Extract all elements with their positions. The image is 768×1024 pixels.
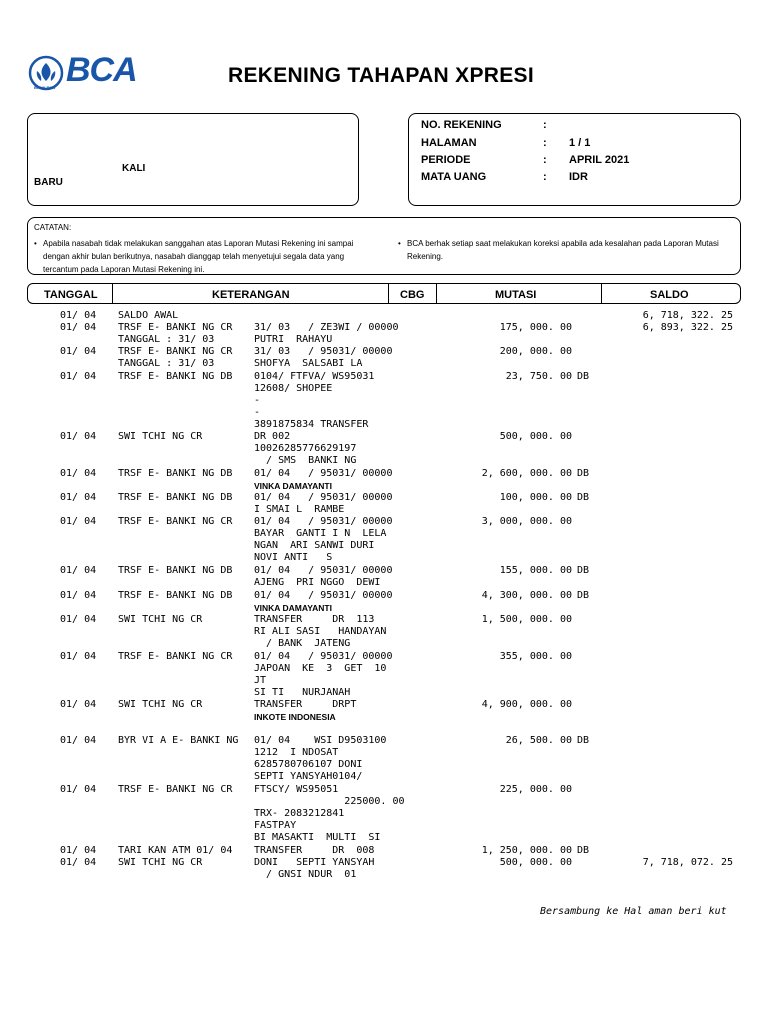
keterangan-line: TANGGAL : 31/ 03: [118, 334, 215, 345]
row-mutasi: 4, 900, 000. 00: [481, 699, 572, 710]
catatan-left-bullet: •: [34, 239, 37, 248]
row-debit-flag: DB: [577, 590, 590, 601]
row-mutasi: 225, 000. 00: [499, 784, 572, 795]
row-date: 01/ 04: [60, 590, 97, 601]
detail-line: RI ALI SASI HANDAYAN: [254, 626, 387, 637]
info-value: IDR: [569, 171, 588, 183]
row-saldo: 6, 893, 322. 25: [642, 322, 733, 333]
row-debit-flag: DB: [577, 468, 590, 479]
detail-line: 1212 I NDOSAT: [254, 747, 339, 758]
row-saldo: 6, 718, 322. 25: [642, 310, 733, 321]
detail-line: INKOTE INDONESIA: [254, 712, 336, 722]
detail-line: / SMS BANKI NG: [254, 455, 357, 466]
account-line-1: KALI: [122, 163, 146, 174]
row-detail: [254, 322, 399, 346]
row-date: 01/ 04: [60, 310, 97, 321]
detail-line: 6285780706107 DONI: [254, 759, 363, 770]
document-title: REKENING TAHAPAN XPRESI: [228, 64, 534, 87]
row-keterangan: [118, 492, 232, 504]
row-detail: [254, 735, 386, 783]
row-mutasi: 23, 750. 00: [505, 371, 572, 382]
row-date: 01/ 04: [60, 735, 97, 746]
keterangan-line: SWI TCHI NG CR: [118, 699, 203, 710]
row-keterangan: [118, 784, 232, 796]
detail-line: BAYAR GANTI I N LELA: [254, 528, 387, 539]
row-detail: [254, 857, 374, 881]
row-keterangan: [118, 371, 232, 383]
keterangan-line: TANGGAL : 31/ 03: [118, 358, 215, 369]
row-date: 01/ 04: [60, 371, 97, 382]
keterangan-line: SALDO AWAL: [118, 310, 179, 321]
detail-line: DONI SEPTI YANSYAH: [254, 857, 375, 868]
row-date: 01/ 04: [60, 431, 97, 442]
info-separator: :: [543, 171, 547, 183]
row-date: 01/ 04: [60, 784, 97, 795]
catatan-left-line: Apabila nasabah tidak melakukan sanggahan atas Laporan Mutasi Rekening ini sampai: [43, 239, 354, 248]
row-debit-flag: DB: [577, 845, 590, 856]
row-mutasi: 26, 500. 00: [505, 735, 572, 746]
detail-line: AJENG PRI NGGO DEWI: [254, 577, 381, 588]
detail-line: 12608/ SHOPEE: [254, 383, 333, 394]
row-keterangan: [118, 310, 178, 322]
table-header: [27, 283, 741, 304]
detail-line: NOVI ANTI S: [254, 552, 333, 563]
detail-line: 01/ 04 / 95031/ 00000: [254, 565, 393, 576]
row-date: 01/ 04: [60, 845, 97, 856]
detail-line: -: [254, 395, 261, 406]
detail-line: JAPOAN KE 3 GET 10: [254, 663, 387, 674]
keterangan-line: SWI TCHI NG CR: [118, 614, 203, 625]
info-value: 1 / 1: [569, 137, 591, 149]
detail-line: 31/ 03 / 95031/ 00000: [254, 346, 393, 357]
row-date: 01/ 04: [60, 699, 97, 710]
info-value: APRIL 2021: [569, 154, 630, 166]
row-saldo: 7, 718, 072. 25: [642, 857, 733, 868]
keterangan-line: TRSF E- BANKI NG CR: [118, 651, 233, 662]
row-date: 01/ 04: [60, 322, 97, 333]
row-debit-flag: DB: [577, 735, 590, 746]
detail-line: 01/ 04 / 95031/ 00000: [254, 516, 393, 527]
row-detail: [254, 845, 374, 857]
catatan-box: [27, 217, 741, 275]
row-date: 01/ 04: [60, 468, 97, 479]
info-label: PERIODE: [421, 154, 471, 166]
row-detail: [254, 651, 392, 699]
catatan-right-bullet: •: [398, 239, 401, 248]
keterangan-line: TRSF E- BANKI NG CR: [118, 322, 233, 333]
detail-line: I SMAI L RAMBE: [254, 504, 345, 515]
row-detail: [254, 590, 392, 614]
detail-line: 01/ 04 WSI D9503100: [254, 735, 387, 746]
row-mutasi: 2, 600, 000. 00: [481, 468, 572, 479]
detail-line: DR 002: [254, 431, 291, 442]
account-info-box: [408, 113, 741, 206]
detail-line: 01/ 04 / 95031/ 00000: [254, 651, 393, 662]
row-debit-flag: DB: [577, 371, 590, 382]
catatan-right-text: [407, 237, 719, 263]
detail-line: TRX- 2083212841: [254, 808, 345, 819]
detail-line: / GNSI NDUR 01: [254, 869, 357, 880]
row-keterangan: [118, 565, 232, 577]
info-separator: :: [543, 154, 547, 166]
row-mutasi: 500, 000. 00: [499, 857, 572, 868]
row-date: 01/ 04: [60, 857, 97, 868]
header-keterangan: KETERANGAN: [212, 289, 290, 301]
logo-subtext: BANK BCA: [34, 85, 56, 90]
row-mutasi: 155, 000. 00: [499, 565, 572, 576]
detail-line: BI MASAKTI MULTI SI: [254, 832, 381, 843]
detail-line: 0104/ FTFVA/ WS95031: [254, 371, 375, 382]
info-separator: :: [543, 137, 547, 149]
account-line-2: BARU: [34, 177, 63, 188]
row-keterangan: [118, 346, 232, 370]
row-debit-flag: DB: [577, 492, 590, 503]
row-date: 01/ 04: [60, 516, 97, 527]
detail-line: VINKA DAMAYANTI: [254, 481, 332, 491]
row-date: 01/ 04: [60, 614, 97, 625]
row-mutasi: 1, 250, 000. 00: [481, 845, 572, 856]
row-keterangan: [118, 845, 232, 857]
logo-text: BCA: [66, 51, 137, 89]
keterangan-line: SWI TCHI NG CR: [118, 431, 203, 442]
row-detail: [254, 784, 405, 844]
row-keterangan: [118, 614, 202, 626]
row-keterangan: [118, 857, 202, 869]
detail-line: TRANSFER DRPT: [254, 699, 357, 710]
keterangan-line: TRSF E- BANKI NG DB: [118, 590, 233, 601]
detail-line: SHOFYA SALSABI LA: [254, 358, 363, 369]
detail-line: 10026285776629197: [254, 443, 357, 454]
row-keterangan: [118, 590, 232, 602]
detail-line: SI TI NURJANAH: [254, 687, 351, 698]
row-mutasi: 200, 000. 00: [499, 346, 572, 357]
detail-line: -: [254, 407, 261, 418]
row-detail: [254, 346, 392, 370]
row-mutasi: 100, 000. 00: [499, 492, 572, 503]
keterangan-line: TRSF E- BANKI NG DB: [118, 565, 233, 576]
catatan-right-line: Rekening.: [407, 252, 444, 261]
row-date: 01/ 04: [60, 492, 97, 503]
keterangan-line: TRSF E- BANKI NG DB: [118, 371, 233, 382]
row-date: 01/ 04: [60, 651, 97, 662]
detail-line: VINKA DAMAYANTI: [254, 603, 332, 613]
account-holder-box: [27, 113, 359, 206]
info-label: MATA UANG: [421, 171, 487, 183]
row-keterangan: [118, 699, 202, 711]
header-tanggal: TANGGAL: [44, 289, 98, 301]
header-mutasi: MUTASI: [495, 289, 537, 301]
bca-logo: [28, 51, 148, 91]
keterangan-line: TRSF E- BANKI NG CR: [118, 346, 233, 357]
keterangan-line: SWI TCHI NG CR: [118, 857, 203, 868]
row-mutasi: 500, 000. 00: [499, 431, 572, 442]
detail-line: JT: [254, 675, 267, 686]
catatan-right-line: BCA berhak setiap saat melakukan koreksi apabila ada kesalahan pada Laporan Mutasi: [407, 239, 719, 248]
detail-line: 31/ 03 / ZE3WI / 00000: [254, 322, 399, 333]
row-keterangan: [118, 322, 232, 346]
row-debit-flag: DB: [577, 565, 590, 576]
detail-line: 01/ 04 / 95031/ 00000: [254, 590, 393, 601]
catatan-left-line: tercantum pada Laporan Mutasi Rekening ini.: [43, 265, 205, 274]
keterangan-line: TRSF E- BANKI NG DB: [118, 468, 233, 479]
row-keterangan: [118, 651, 232, 663]
row-keterangan: [118, 516, 232, 528]
detail-line: SEPTI YANSYAH0104/: [254, 771, 363, 782]
row-mutasi: 1, 500, 000. 00: [481, 614, 572, 625]
row-detail: [254, 516, 392, 564]
keterangan-line: TRSF E- BANKI NG CR: [118, 516, 233, 527]
continued-note: Bersambung ke Hal aman beri kut: [540, 906, 727, 917]
detail-line: FASTPAY: [254, 820, 297, 831]
row-detail: [254, 468, 392, 492]
detail-line: 01/ 04 / 95031/ 00000: [254, 492, 393, 503]
row-date: 01/ 04: [60, 346, 97, 357]
row-detail: [254, 699, 356, 723]
row-detail: [254, 431, 356, 467]
catatan-left-line: dengan akhir bulan berikutnya, nasabah dianggap telah menyetujui segala data yang: [43, 252, 345, 261]
info-label: HALAMAN: [421, 137, 477, 149]
row-detail: [254, 565, 392, 589]
row-keterangan: [118, 735, 238, 747]
row-mutasi: 4, 300, 000. 00: [481, 590, 572, 601]
detail-line: PUTRI RAHAYU: [254, 334, 333, 345]
detail-line: 225000. 00: [254, 796, 405, 807]
row-detail: [254, 371, 374, 431]
detail-line: TRANSFER DR 008: [254, 845, 375, 856]
row-detail: [254, 614, 386, 650]
catatan-left-text: [43, 237, 353, 276]
info-separator: :: [543, 119, 547, 131]
row-mutasi: 3, 000, 000. 00: [481, 516, 572, 527]
detail-line: / BANK JATENG: [254, 638, 351, 649]
detail-line: TRANSFER DR 113: [254, 614, 375, 625]
row-mutasi: 175, 000. 00: [499, 322, 572, 333]
keterangan-line: TRSF E- BANKI NG CR: [118, 784, 233, 795]
header-cbg: CBG: [400, 289, 425, 301]
keterangan-line: TARI KAN ATM 01/ 04: [118, 845, 233, 856]
catatan-title: CATATAN:: [34, 223, 72, 232]
detail-line: NGAN ARI SANWI DURI: [254, 540, 375, 551]
detail-line: FTSCY/ WS95051: [254, 784, 339, 795]
row-keterangan: [118, 431, 202, 443]
header-saldo: SALDO: [650, 289, 689, 301]
detail-line: 3891875834 TRANSFER: [254, 419, 369, 430]
detail-line: 01/ 04 / 95031/ 00000: [254, 468, 393, 479]
row-detail: [254, 492, 392, 516]
row-date: 01/ 04: [60, 565, 97, 576]
info-label: NO. REKENING: [421, 119, 502, 131]
keterangan-line: BYR VI A E- BANKI NG: [118, 735, 239, 746]
keterangan-line: TRSF E- BANKI NG DB: [118, 492, 233, 503]
row-mutasi: 355, 000. 00: [499, 651, 572, 662]
row-keterangan: [118, 468, 232, 480]
